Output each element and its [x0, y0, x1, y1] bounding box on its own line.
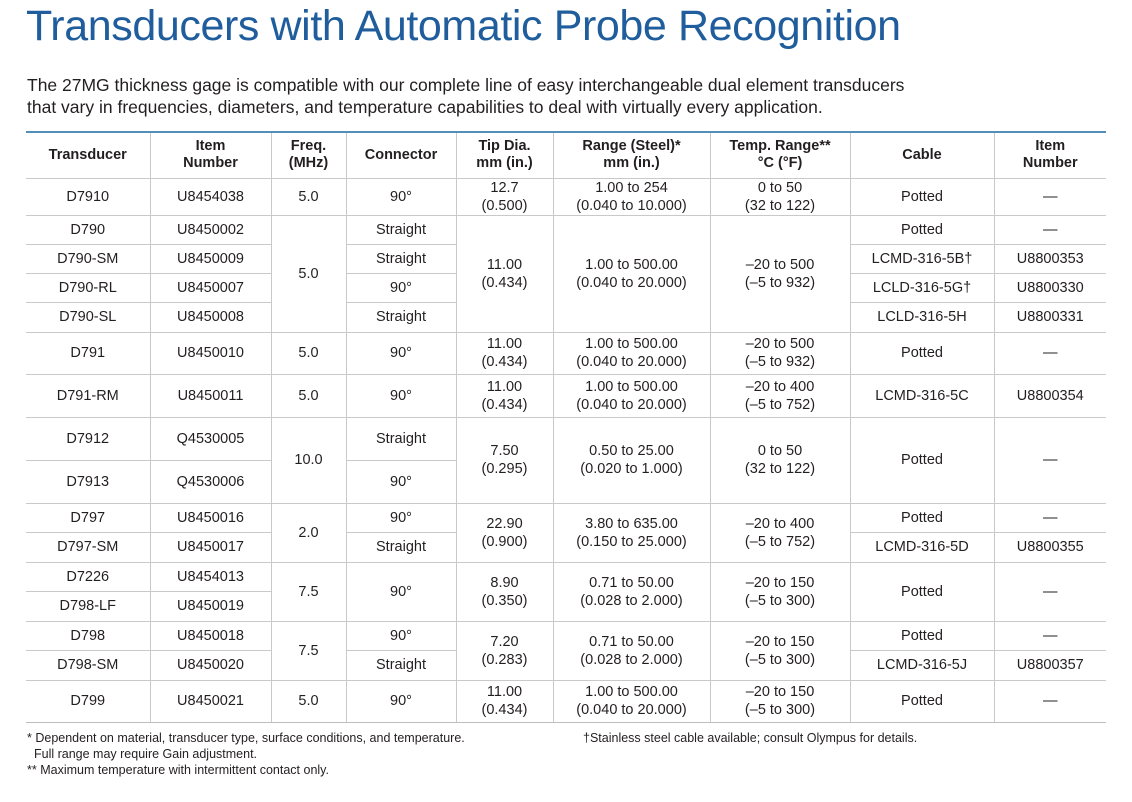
connector-cell: Straight [346, 215, 456, 244]
item-number-cell: U8450002 [150, 215, 271, 244]
cable-item-number-cell: — [994, 178, 1106, 215]
frequency-cell: 10.0 [271, 417, 346, 503]
cable-item-number-cell: — [994, 332, 1106, 374]
connector-cell: 90° [346, 332, 456, 374]
item-number-cell: U8450017 [150, 532, 271, 562]
item-number-cell: U8450009 [150, 244, 271, 273]
frequency-cell: 5.0 [271, 215, 346, 332]
table-row [26, 215, 1106, 244]
cable-item-number-cell: U8800353 [994, 244, 1106, 273]
item-number-cell: U8450011 [150, 374, 271, 417]
header-transducer: Transducer [26, 132, 150, 178]
transducer-cell: D797 [26, 503, 150, 532]
item-number-cell: U8450016 [150, 503, 271, 532]
transducer-cell: D797-SM [26, 532, 150, 562]
table-header-row [26, 132, 1106, 178]
connector-cell: Straight [346, 650, 456, 680]
range-cell: 0.50 to 25.00 (0.020 to 1.000) [553, 417, 710, 503]
cable-item-number-cell: U8800355 [994, 532, 1106, 562]
item-number-cell: U8450007 [150, 273, 271, 302]
connector-cell: 90° [346, 460, 456, 503]
intro-paragraph [27, 74, 904, 118]
connector-cell: 90° [346, 374, 456, 417]
cable-cell: LCLD-316-5H [850, 302, 994, 332]
tip-diameter-cell: 12.7 (0.500) [456, 178, 553, 215]
connector-cell: 90° [346, 680, 456, 722]
header-temp-range: Temp. Range** °C (°F) [710, 132, 850, 178]
temp-range-cell: –20 to 150 (–5 to 300) [710, 680, 850, 722]
transducer-table [26, 131, 1106, 723]
tip-diameter-cell: 22.90 (0.900) [456, 503, 553, 562]
range-cell: 0.71 to 50.00 (0.028 to 2.000) [553, 621, 710, 680]
page-title: Transducers with Automatic Probe Recognition [26, 2, 901, 50]
item-number-cell: U8450010 [150, 332, 271, 374]
transducer-cell: D798 [26, 621, 150, 650]
header-frequency: Freq. (MHz) [271, 132, 346, 178]
tip-diameter-cell: 11.00 (0.434) [456, 215, 553, 332]
cable-cell: Potted [850, 417, 994, 503]
cable-cell: Potted [850, 562, 994, 621]
transducer-cell: D791 [26, 332, 150, 374]
temp-range-cell: –20 to 150 (–5 to 300) [710, 621, 850, 680]
frequency-cell: 5.0 [271, 680, 346, 722]
cable-cell: Potted [850, 621, 994, 650]
tip-diameter-cell: 8.90 (0.350) [456, 562, 553, 621]
footnote-cable: †Stainless steel cable available; consult Olympus for details. [583, 731, 918, 745]
frequency-cell: 5.0 [271, 374, 346, 417]
range-cell: 1.00 to 500.00 (0.040 to 20.000) [553, 374, 710, 417]
cable-item-number-cell: U8800357 [994, 650, 1106, 680]
range-cell: 0.71 to 50.00 (0.028 to 2.000) [553, 562, 710, 621]
cable-item-number-cell: — [994, 621, 1106, 650]
temp-range-cell: –20 to 500 (–5 to 932) [710, 215, 850, 332]
table-row [26, 680, 1106, 722]
temp-range-cell: –20 to 400 (–5 to 752) [710, 503, 850, 562]
intro-line: The 27MG thickness gage is compatible with our complete line of easy interchangeable dual element transducers [27, 75, 905, 95]
transducer-cell: D790-RL [26, 273, 150, 302]
cable-cell: Potted [850, 332, 994, 374]
table-row [26, 332, 1106, 374]
item-number-cell: U8450020 [150, 650, 271, 680]
item-number-cell: U8450008 [150, 302, 271, 332]
cable-item-number-cell: U8800354 [994, 374, 1106, 417]
range-cell: 3.80 to 635.00 (0.150 to 25.000) [553, 503, 710, 562]
frequency-cell: 5.0 [271, 178, 346, 215]
connector-cell: Straight [346, 302, 456, 332]
header-cable-item-number: Item Number [994, 132, 1106, 178]
cable-item-number-cell: — [994, 417, 1106, 503]
footnote-range: * Dependent on material, transducer type, surface conditions, and temperature. [27, 731, 465, 745]
cable-cell: Potted [850, 215, 994, 244]
connector-cell: Straight [346, 417, 456, 460]
transducer-cell: D7912 [26, 417, 150, 460]
cable-item-number-cell: — [994, 680, 1106, 722]
item-number-cell: U8450021 [150, 680, 271, 722]
cable-item-number-cell: U8800331 [994, 302, 1106, 332]
temp-range-cell: –20 to 500 (–5 to 932) [710, 332, 850, 374]
connector-cell: 90° [346, 503, 456, 532]
connector-cell: Straight [346, 532, 456, 562]
range-cell: 1.00 to 500.00 (0.040 to 20.000) [553, 215, 710, 332]
cable-cell: LCMD-316-5D [850, 532, 994, 562]
header-tip-diameter: Tip Dia. mm (in.) [456, 132, 553, 178]
tip-diameter-cell: 11.00 (0.434) [456, 374, 553, 417]
transducer-cell: D799 [26, 680, 150, 722]
range-cell: 1.00 to 500.00 (0.040 to 20.000) [553, 332, 710, 374]
frequency-cell: 7.5 [271, 621, 346, 680]
connector-cell: 90° [346, 178, 456, 215]
frequency-cell: 5.0 [271, 332, 346, 374]
cable-cell: Potted [850, 680, 994, 722]
table-row [26, 503, 1106, 532]
transducer-cell: D7910 [26, 178, 150, 215]
cable-item-number-cell: — [994, 503, 1106, 532]
item-number-cell: U8450018 [150, 621, 271, 650]
intro-line: that vary in frequencies, diameters, and temperature capabilities to deal with virtually every application. [27, 97, 823, 117]
tip-diameter-cell: 11.00 (0.434) [456, 332, 553, 374]
frequency-cell: 7.5 [271, 562, 346, 621]
connector-cell: Straight [346, 244, 456, 273]
footnotes-left [27, 730, 465, 778]
tip-diameter-cell: 7.20 (0.283) [456, 621, 553, 680]
header-item-number: Item Number [150, 132, 271, 178]
transducer-cell: D7913 [26, 460, 150, 503]
cable-cell: LCMD-316-5C [850, 374, 994, 417]
item-number-cell: U8454038 [150, 178, 271, 215]
item-number-cell: U8454013 [150, 562, 271, 591]
item-number-cell: Q4530005 [150, 417, 271, 460]
item-number-cell: U8450019 [150, 591, 271, 621]
connector-cell: 90° [346, 273, 456, 302]
item-number-cell: Q4530006 [150, 460, 271, 503]
header-range: Range (Steel)* mm (in.) [553, 132, 710, 178]
cable-cell: LCMD-316-5B† [850, 244, 994, 273]
transducer-cell: D791-RM [26, 374, 150, 417]
transducer-cell: D790-SL [26, 302, 150, 332]
connector-cell: 90° [346, 621, 456, 650]
range-cell: 1.00 to 254 (0.040 to 10.000) [553, 178, 710, 215]
transducer-cell: D7226 [26, 562, 150, 591]
temp-range-cell: 0 to 50 (32 to 122) [710, 178, 850, 215]
temp-range-cell: 0 to 50 (32 to 122) [710, 417, 850, 503]
table-row [26, 178, 1106, 215]
table-row [26, 621, 1106, 650]
tip-diameter-cell: 7.50 (0.295) [456, 417, 553, 503]
connector-cell: 90° [346, 562, 456, 621]
transducer-cell: D790-SM [26, 244, 150, 273]
cable-item-number-cell: — [994, 562, 1106, 621]
header-cable: Cable [850, 132, 994, 178]
cable-cell: Potted [850, 503, 994, 532]
frequency-cell: 2.0 [271, 503, 346, 562]
temp-range-cell: –20 to 400 (–5 to 752) [710, 374, 850, 417]
transducer-cell: D798-LF [26, 591, 150, 621]
cable-item-number-cell: U8800330 [994, 273, 1106, 302]
table-row [26, 417, 1106, 460]
header-connector: Connector [346, 132, 456, 178]
cable-cell: LCLD-316-5G† [850, 273, 994, 302]
table-row [26, 374, 1106, 417]
transducer-cell: D798-SM [26, 650, 150, 680]
table-row [26, 562, 1106, 591]
cable-cell: Potted [850, 178, 994, 215]
footnote-range-continued: Full range may require Gain adjustment. [34, 747, 258, 761]
cable-cell: LCMD-316-5J [850, 650, 994, 680]
footnotes-right [583, 730, 917, 746]
transducer-cell: D790 [26, 215, 150, 244]
footnote-temperature: ** Maximum temperature with intermittent contact only. [27, 763, 329, 777]
tip-diameter-cell: 11.00 (0.434) [456, 680, 553, 722]
range-cell: 1.00 to 500.00 (0.040 to 20.000) [553, 680, 710, 722]
cable-item-number-cell: — [994, 215, 1106, 244]
temp-range-cell: –20 to 150 (–5 to 300) [710, 562, 850, 621]
